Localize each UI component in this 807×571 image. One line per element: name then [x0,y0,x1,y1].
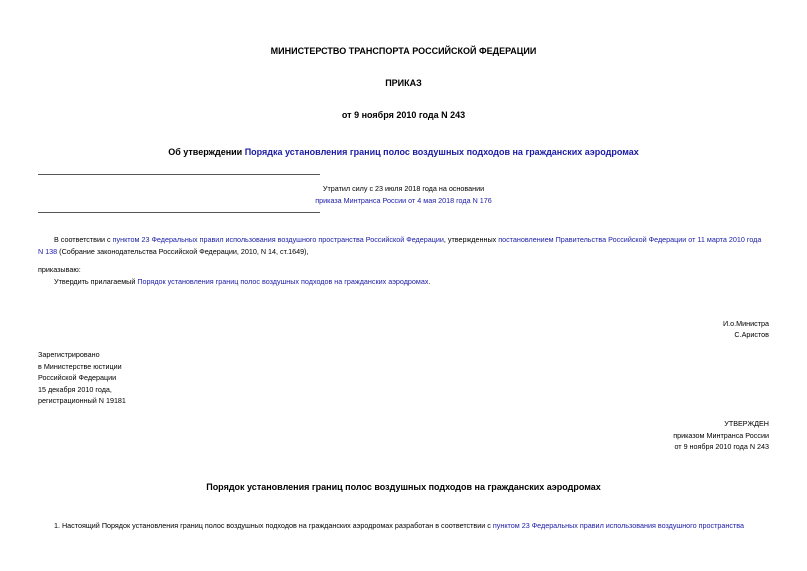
divider-bottom [38,212,320,213]
document-date-number: от 9 ноября 2010 года N 243 [341,110,466,120]
subject-link[interactable]: Порядка установления границ полос воздушных подходов на гражданских аэродромах [244,147,639,157]
approval-line: от 9 ноября 2010 года N 243 [674,442,769,451]
order-word: приказываю: [38,265,81,274]
status-line: Утратил силу с 23 июля 2018 года на основании [322,184,485,193]
registration-line: регистрационный N 19181 [38,396,126,405]
divider-top [38,174,320,175]
document-type: ПРИКАЗ [385,78,422,88]
approval-line: приказом Минтранса России [673,430,769,440]
approve-period: . [428,277,431,286]
federal-rules-link[interactable]: пунктом 23 Федеральных правил использования воздушного пространства Российской Федерации [112,235,444,244]
procedure-link[interactable]: Порядок установления границ полос воздушных подходов на гражданских аэродромах [137,277,429,286]
appendix-title: Порядок установления границ полос воздушных подходов на гражданских аэродромах [206,482,601,492]
approval-block [673,418,769,453]
approval-line: УТВЕРЖДЕН [724,419,769,428]
approve-paragraph [54,276,430,288]
preamble-text-c: (Собрание законодательства Российской Федерации, 2010, N 14, ст.1649), [57,247,309,256]
preamble-text-b: , утвержденных [443,235,499,244]
signature-name: С.Аристов [734,330,769,339]
registration-line: 15 декабря 2010 года, [38,384,112,394]
registration-line: Российской Федерации [38,373,117,382]
government-decree-link-number[interactable]: N 138 [38,247,58,256]
appendix-p1-text: 1. Настоящий Порядок установления границ полос воздушных подходов на гражданских аэродромах разработан в соответствии с [54,521,493,530]
approve-text: Утвердить прилагаемый [54,277,138,286]
registration-line: Зарегистрировано [38,350,100,359]
document-subject [0,147,807,157]
appendix-paragraph-1 [38,520,768,532]
registration-line: в Министерстве юстиции [38,361,122,371]
signature-position: И.о.Министра [722,319,769,328]
status-repeal-link[interactable]: приказа Минтранса России от 4 мая 2018 года N 176 [315,196,492,205]
registration-block [38,349,126,407]
preamble-text-a: В соответствии с [54,235,113,244]
preamble-paragraph [38,234,768,258]
subject-prefix: Об утверждении [168,147,245,157]
government-decree-link[interactable]: постановлением Правительства Российской Федерации от 11 марта 2010 года [498,235,762,244]
ministry-title: МИНИСТЕРСТВО ТРАНСПОРТА РОССИЙСКОЙ ФЕДЕРАЦИИ [270,46,537,56]
appendix-federal-rules-link[interactable]: пунктом 23 Федеральных правил использования воздушного пространства [492,521,744,530]
